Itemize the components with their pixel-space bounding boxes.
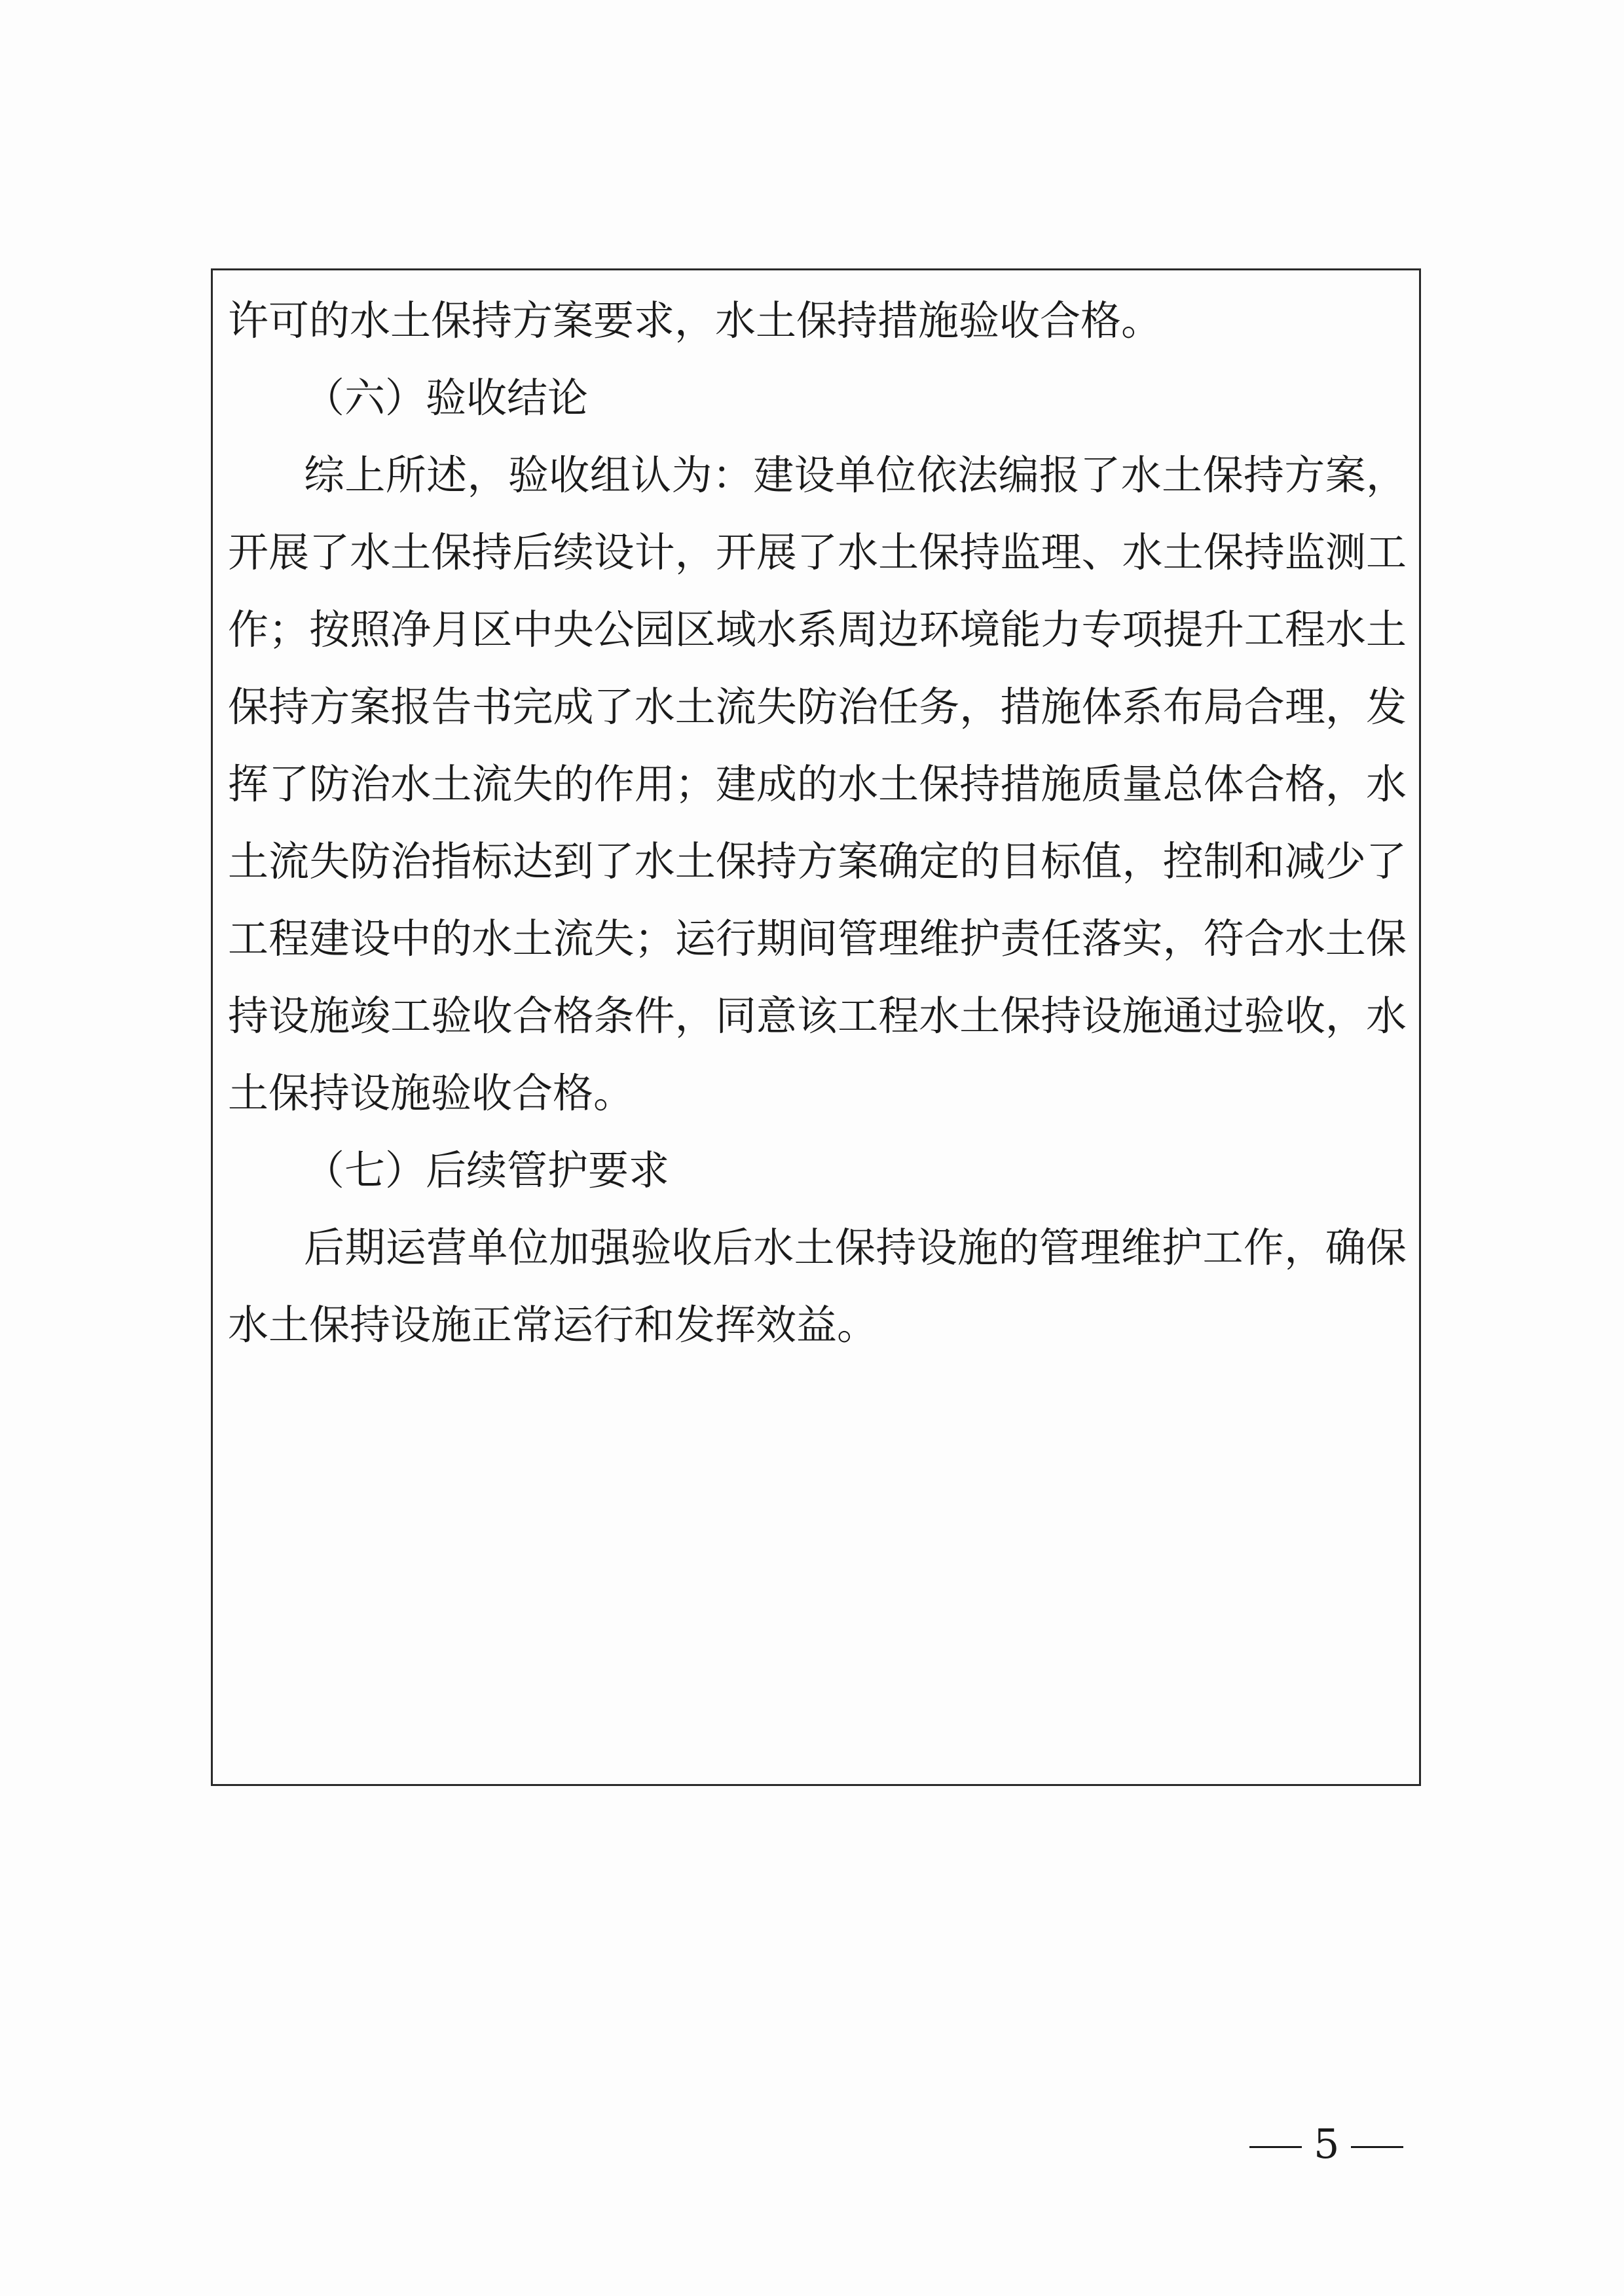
page-number-footer	[1238, 2121, 1415, 2167]
section-heading-seven: （七）后续管护要求	[304, 1146, 670, 1194]
dash-left-icon	[1249, 2146, 1302, 2148]
body-line-5: 作；按照净月区中央公园区域水系周边环境能力专项提升工程水土	[228, 606, 1407, 653]
body-line-6: 保持方案报告书完成了水土流失防治任务，措施体系布局合理，发	[228, 683, 1407, 731]
body-line-4: 开展了水土保持后续设计，开展了水土保持监理、水土保持监测工	[228, 528, 1407, 576]
section-heading-six: （六）验收结论	[304, 374, 589, 422]
body-line-9: 工程建设中的水土流失；运行期间管理维护责任落实，符合水土保	[228, 915, 1407, 962]
dash-right-icon	[1351, 2146, 1403, 2148]
body-line-8: 土流失防治指标达到了水土保持方案确定的目标值，控制和减少了	[228, 837, 1407, 885]
body-line-7: 挥了防治水土流失的作用；建成的水土保持措施质量总体合格，水	[228, 760, 1407, 808]
body-line-3: 综上所述，验收组认为：建设单位依法编报了水土保持方案，	[304, 451, 1407, 499]
page-number: 5	[1314, 2120, 1340, 2168]
body-line-14: 水土保持设施正常运行和发挥效益。	[228, 1301, 878, 1349]
body-line-11: 土保持设施验收合格。	[228, 1069, 635, 1117]
body-line-10: 持设施竣工验收合格条件，同意该工程水土保持设施通过验收，水	[228, 992, 1407, 1040]
body-line-1: 许可的水土保持方案要求，水土保持措施验收合格。	[228, 297, 1162, 344]
body-line-13: 后期运营单位加强验收后水土保持设施的管理维护工作，确保	[304, 1224, 1407, 1271]
